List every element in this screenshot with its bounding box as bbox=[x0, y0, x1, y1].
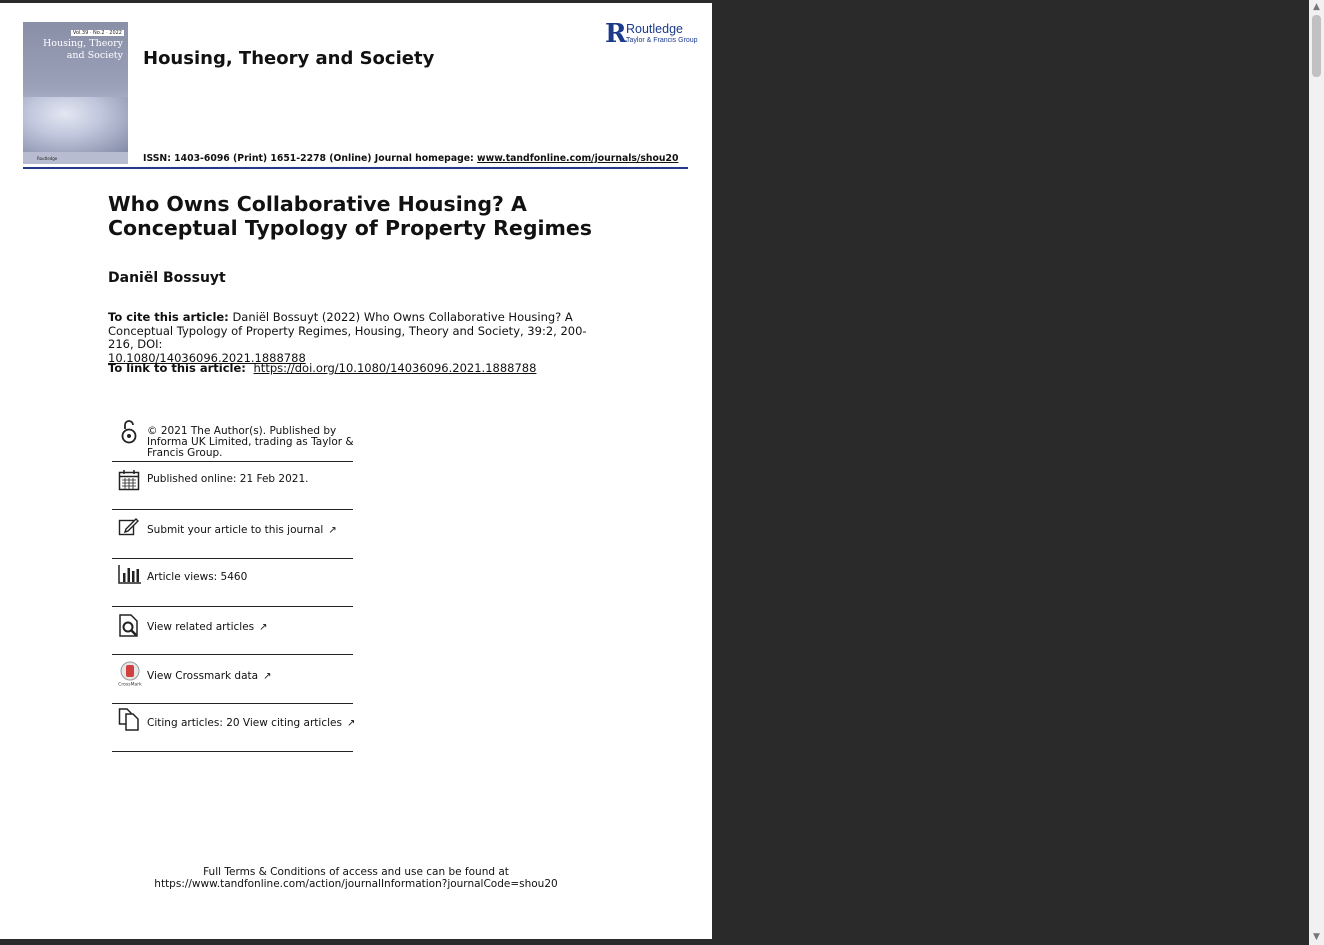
submit-link[interactable] bbox=[147, 525, 337, 536]
cover-volume: Vol.39 · No.2 · 2022 bbox=[72, 30, 122, 36]
scroll-down-arrow-icon[interactable]: ▼ bbox=[1313, 932, 1320, 942]
cover-illustration bbox=[23, 97, 128, 152]
header-rule bbox=[23, 167, 688, 169]
external-link-icon: ↗ bbox=[263, 671, 272, 682]
citation-block bbox=[108, 311, 598, 365]
scroll-up-arrow-icon[interactable]: ▲ bbox=[1313, 2, 1320, 12]
terms-url[interactable]: https://www.tandfonline.com/action/journalInformation?journalCode=shou20 bbox=[154, 878, 558, 890]
scroll-thumb[interactable] bbox=[1312, 15, 1321, 77]
crossmark-row[interactable] bbox=[112, 655, 353, 704]
routledge-logo-icon: R bbox=[605, 19, 627, 49]
bar-chart-icon bbox=[118, 564, 140, 586]
related-text: View related articles bbox=[147, 621, 255, 633]
views-text: Article views: 5460 bbox=[147, 571, 248, 583]
journal-homepage-link[interactable]: www.tandfonline.com/journals/shou20 bbox=[477, 153, 679, 164]
article-link-line bbox=[108, 361, 536, 375]
search-document-icon bbox=[118, 614, 140, 636]
submit-row[interactable] bbox=[112, 510, 353, 559]
pdf-page bbox=[0, 3, 712, 939]
publisher-name: Routledge bbox=[626, 22, 683, 36]
license-row bbox=[112, 416, 353, 462]
cite-label: To cite this article: bbox=[108, 310, 229, 324]
external-link-icon: ↗ bbox=[328, 525, 337, 536]
citing-link[interactable] bbox=[147, 718, 355, 729]
external-link-icon: ↗ bbox=[346, 718, 356, 729]
submit-text: Submit your article to this journal bbox=[147, 524, 324, 536]
journal-cover-image bbox=[23, 22, 128, 164]
crossmark-text: View Crossmark data bbox=[147, 670, 259, 682]
related-row[interactable] bbox=[112, 607, 353, 655]
copy-pages-icon bbox=[118, 707, 140, 729]
calendar-icon bbox=[118, 469, 140, 491]
cover-title-line1: Housing, Theory bbox=[43, 38, 123, 49]
cover-publisher-mark: Routledge bbox=[37, 156, 58, 161]
link-label: To link to this article: bbox=[108, 361, 246, 375]
publisher-logo bbox=[605, 19, 698, 50]
citing-text: Citing articles: 20 View citing articles bbox=[147, 717, 342, 729]
crossmark-icon bbox=[118, 661, 142, 687]
edit-icon bbox=[118, 516, 140, 538]
external-link-icon: ↗ bbox=[259, 622, 268, 633]
cite-text: Daniël Bossuyt (2022) Who Owns Collaborative Housing? A Conceptual Typology of Property Regimes, Housing, Theory and Society, 39:2, 200-216, DOI: bbox=[108, 310, 587, 351]
cite-doi-link[interactable]: 10.1080/14036096.2021.1888788 bbox=[108, 350, 306, 365]
cover-title-line2: and Society bbox=[66, 50, 123, 61]
issn-line bbox=[143, 153, 678, 164]
cover-title bbox=[43, 38, 123, 62]
crossmark-link[interactable] bbox=[147, 671, 271, 682]
views-row bbox=[112, 559, 353, 607]
publisher-subtitle: Taylor & Francis Group bbox=[626, 37, 698, 44]
open-access-icon bbox=[118, 419, 140, 441]
article-title: Who Owns Collaborative Housing? A Conceptual Typology of Property Regimes bbox=[108, 192, 593, 240]
journal-title: Housing, Theory and Society bbox=[143, 48, 435, 69]
published-text: Published online: 21 Feb 2021. bbox=[147, 473, 309, 485]
published-row bbox=[112, 462, 353, 510]
license-text: © 2021 The Author(s). Published by Informa UK Limited, trading as Taylor & Francis Group. bbox=[147, 425, 354, 459]
vertical-scrollbar[interactable] bbox=[1309, 0, 1324, 945]
citing-row[interactable] bbox=[112, 704, 356, 752]
article-doi-link[interactable]: https://doi.org/10.1080/14036096.2021.1888788 bbox=[253, 361, 537, 375]
issn-text: ISSN: 1403-6096 (Print) 1651-2278 (Online) Journal homepage: bbox=[143, 153, 478, 164]
related-link[interactable] bbox=[147, 622, 268, 633]
terms-line: Full Terms & Conditions of access and use can be found at bbox=[203, 866, 509, 878]
article-author: Daniël Bossuyt bbox=[108, 270, 226, 286]
crossmark-icon-label: CrossMark bbox=[118, 682, 142, 687]
